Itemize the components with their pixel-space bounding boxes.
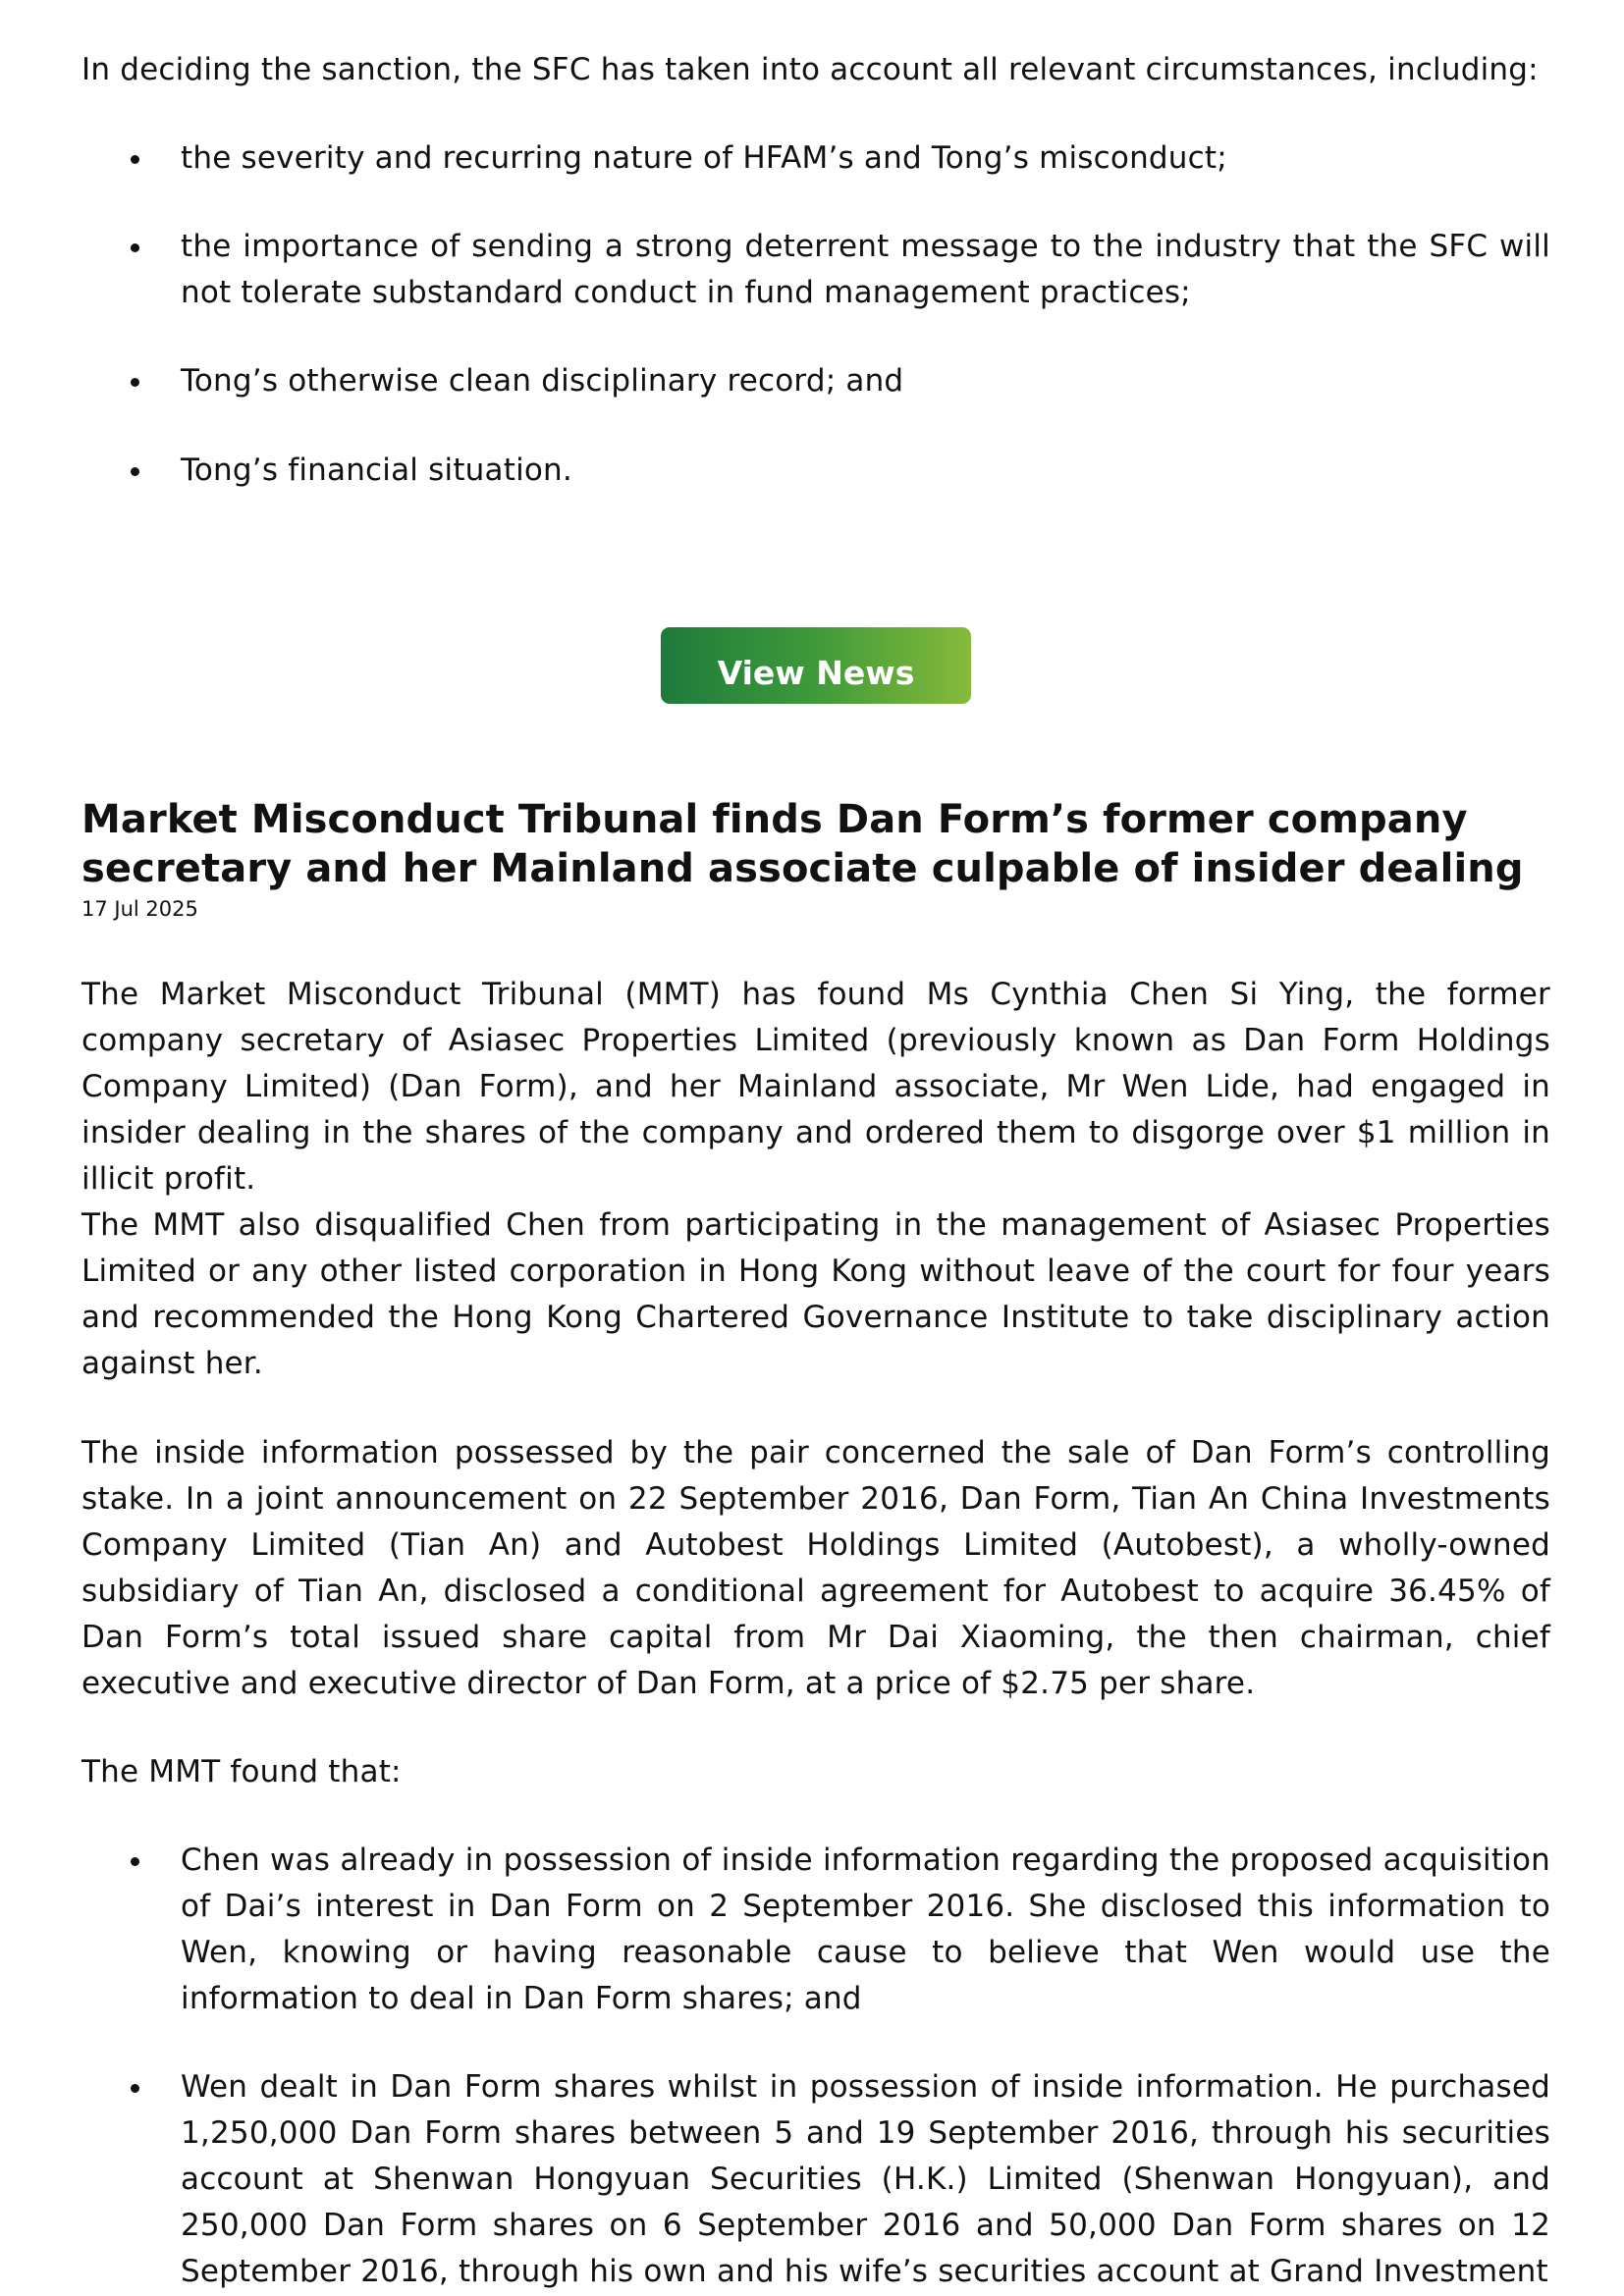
- article-title: Market Misconduct Tribunal finds Dan Form’s former company secretary and her Mainland associate culpable of insider dealing: [81, 797, 1524, 891]
- bullet-icon: [131, 1857, 139, 1866]
- bullet-icon: [131, 2084, 139, 2093]
- article-paragraph: The Market Misconduct Tribunal (MMT) has found Ms Cynthia Chen Si Ying, the former company secretary of Asiasec Properties Limited (previously known as Dan Form Holdings Company Limited) (Dan Form), and her Mainland associate, Mr Wen Lide, had engaged in insider dealing in the shares of the company and ordered them to disgorge over $1 million in illicit profit.: [81, 977, 1550, 1197]
- view-news-button[interactable]: View News: [661, 627, 971, 704]
- list-item: Chen was already in possession of inside information regarding the proposed acquisition of Dai’s interest in Dan Form on 2 September 2016. She disclosed this information to Wen, knowing or having reasonable cause to believe that Wen would use the information to deal in Dan Form shares; and: [81, 1838, 1550, 2022]
- findings-list: [81, 2064, 1550, 2295]
- list-item: Wen dealt in Dan Form shares whilst in possession of inside information. He purchased 1,250,000 Dan Form shares between 5 and 19 September 2016, through his securities account at Shenwan Hongyuan Securities (H.K.) Limited (Shenwan Hongyuan), and 250,000 Dan Form shares on 6 September 2016 and 50,000 Dan Form shares on 12 September 2016, through his own and his wife’s securities account at Grand Investment: [81, 2064, 1550, 2295]
- bullet-icon: [131, 467, 139, 476]
- article-date: 17 Jul 2025: [81, 897, 198, 921]
- sanction-factors-list: [81, 358, 1550, 404]
- list-item: Tong’s financial situation.: [81, 448, 1550, 494]
- view-news-container: [81, 627, 1550, 704]
- article-paragraph: The MMT also disqualified Chen from participating in the management of Asiasec Properties Limited or any other listed corporation in Hong Kong without leave of the court for four years and recommended the Hong Kong Chartered Governance Institute to take disciplinary action against her.: [81, 1207, 1550, 1381]
- bullet-icon: [131, 243, 139, 252]
- bullet-icon: [131, 155, 139, 164]
- list-item: the severity and recurring nature of HFAM’s and Tong’s misconduct;: [81, 135, 1550, 182]
- bullet-icon: [131, 378, 139, 387]
- sanction-factors-list: [81, 135, 1550, 182]
- sanction-factors-list: [81, 224, 1550, 316]
- findings-list: [81, 1838, 1550, 2022]
- article-paragraph: The MMT found that:: [81, 1754, 402, 1789]
- list-item: the importance of sending a strong deterrent message to the industry that the SFC will not tolerate substandard conduct in fund management practices;: [81, 224, 1550, 316]
- sanction-factors-list: [81, 448, 1550, 494]
- article-paragraph: The inside information possessed by the pair concerned the sale of Dan Form’s controlling stake. In a joint announcement on 22 September 2016, Dan Form, Tian An China Investments Company Limited (Tian An) and Autobest Holdings Limited (Autobest), a wholly-owned subsidiary of Tian An, disclosed a conditional agreement for Autobest to acquire 36.45% of Dan Form’s total issued share capital from Mr Dai Xiaoming, the then chairman, chief executive and executive director of Dan Form, at a price of $2.75 per share.: [81, 1435, 1550, 1701]
- list-item: Tong’s otherwise clean disciplinary record; and: [81, 358, 1550, 404]
- sanction-intro: In deciding the sanction, the SFC has taken into account all relevant circumstances, including:: [81, 52, 1539, 87]
